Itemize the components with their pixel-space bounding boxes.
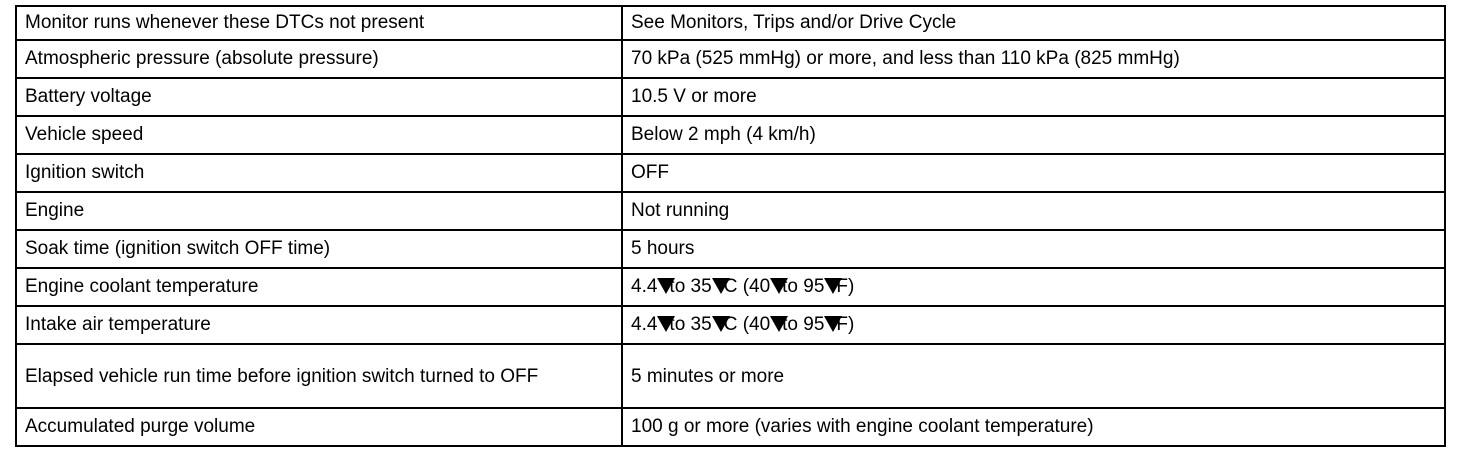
table-row (16, 192, 1445, 230)
value-part: F) (836, 276, 855, 297)
parameter-cell: Battery voltage (16, 78, 622, 116)
parameter-cell: Intake air temperature (16, 306, 622, 344)
parameter-cell: Soak time (ignition switch OFF time) (16, 230, 622, 268)
value-part: F) (836, 314, 855, 335)
table-row (16, 78, 1445, 116)
value-part: 4.4 (631, 276, 658, 297)
value-part: to 35 (669, 314, 712, 335)
table-row (16, 6, 1445, 40)
table-row (16, 306, 1445, 344)
value-cell: See Monitors, Trips and/or Drive Cycle (622, 6, 1445, 40)
table-row (16, 408, 1445, 446)
table-row (16, 40, 1445, 78)
value-cell: 10.5 V or more (622, 78, 1445, 116)
value-part: C (40 (723, 314, 771, 335)
table-row (16, 268, 1445, 306)
parameter-cell: Atmospheric pressure (absolute pressure) (16, 40, 622, 78)
value-cell: Below 2 mph (4 km/h) (622, 116, 1445, 154)
value-cell: OFF (622, 154, 1445, 192)
table-row (16, 230, 1445, 268)
value-cell: Not running (622, 192, 1445, 230)
value-cell (622, 306, 1445, 344)
value-cell: 70 kPa (525 mmHg) or more, and less than 110 kPa (825 mmHg) (622, 40, 1445, 78)
parameter-cell: Monitor runs whenever these DTCs not present (16, 6, 622, 40)
parameter-cell: Engine (16, 192, 622, 230)
value-part: C (40 (723, 276, 771, 297)
value-cell: 5 hours (622, 230, 1445, 268)
table-row (16, 154, 1445, 192)
value-part: to 35 (669, 276, 712, 297)
monitor-conditions-table (15, 5, 1446, 447)
value-part: to 95 (782, 276, 825, 297)
value-cell: 5 minutes or more (622, 344, 1445, 408)
value-part: to 95 (782, 314, 825, 335)
value-cell: 100 g or more (varies with engine coolant temperature) (622, 408, 1445, 446)
parameter-cell: Accumulated purge volume (16, 408, 622, 446)
value-part: 4.4 (631, 314, 658, 335)
table-row (16, 344, 1445, 408)
parameter-cell: Elapsed vehicle run time before ignition switch turned to OFF (16, 344, 622, 408)
table-row (16, 116, 1445, 154)
parameter-cell: Ignition switch (16, 154, 622, 192)
value-cell (622, 268, 1445, 306)
parameter-cell: Engine coolant temperature (16, 268, 622, 306)
parameter-cell: Vehicle speed (16, 116, 622, 154)
